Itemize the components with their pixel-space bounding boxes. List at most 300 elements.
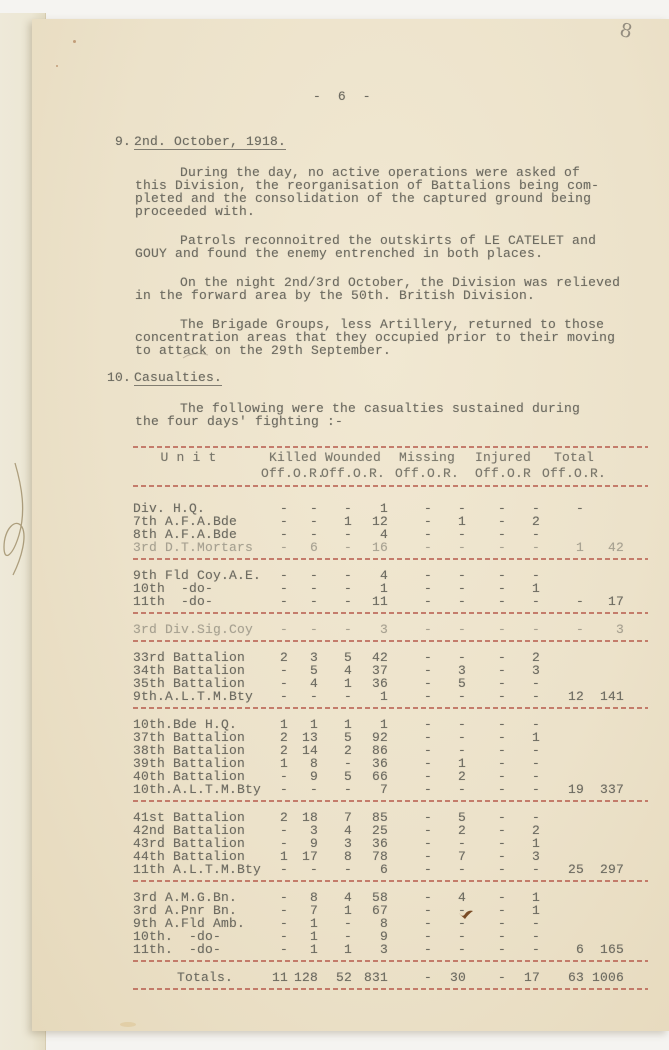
cell-value: - [531, 756, 540, 771]
cell-value: - [575, 501, 584, 516]
cell-value: 1 [343, 903, 352, 918]
cell-value [540, 824, 584, 837]
cell-value [540, 811, 584, 824]
table-rule [133, 960, 624, 962]
cell-value: 2 [531, 823, 540, 838]
cell-value: 1 [575, 540, 584, 555]
cell-value: - [279, 501, 288, 516]
cell-value: 2 [279, 810, 288, 825]
cell-value: 3 [531, 849, 540, 864]
cell-value: - [309, 594, 318, 609]
cell-value: - [279, 594, 288, 609]
cell-value: - [343, 501, 352, 516]
section-title: 2nd. October, 1918. [134, 134, 287, 149]
cell-value [584, 515, 624, 528]
cell-value: - [497, 916, 506, 931]
table-row [133, 783, 624, 796]
cell-value: 2 [343, 743, 352, 758]
cell-value: - [423, 823, 432, 838]
col-subheader-wounded: Off.O.R. [320, 466, 385, 481]
table-rule [133, 640, 624, 642]
cell-value: - [309, 514, 318, 529]
table-rule [133, 485, 648, 487]
cell-unit: 10th.A.L.T.M.Bty [133, 782, 262, 797]
cell-value: - [497, 594, 506, 609]
cell-value: - [309, 782, 318, 797]
cell-value: 1 [343, 717, 352, 732]
cell-value: - [423, 594, 432, 609]
cell-unit: 35th Battalion [133, 676, 246, 691]
cell-value: - [457, 929, 466, 944]
paragraph [135, 166, 647, 218]
text-line: During the day, no active operations were asked of [180, 165, 581, 180]
cell-value: 1 [309, 717, 318, 732]
section-heading [105, 135, 647, 150]
text-line: concentration areas that they occupied prior to their moving [135, 330, 616, 345]
cell-value: - [423, 650, 432, 665]
cell-unit: 3rd Div.Sig.Coy [133, 622, 254, 637]
cell-value: - [457, 903, 466, 918]
cell-value: - [279, 663, 288, 678]
cell-value: - [423, 929, 432, 944]
cell-value: 4 [457, 890, 466, 905]
table-row [133, 690, 624, 703]
text-line: GOUY and found the enemy entrenched in both places. [135, 246, 544, 261]
table-row [133, 541, 624, 554]
cell-value: 1 [531, 836, 540, 851]
cell-value: 2 [457, 769, 466, 784]
cell-unit: 9th.A.L.T.M.Bty [133, 689, 254, 704]
folio-number-handwritten: 8 [617, 18, 635, 44]
cell-value: - [423, 756, 432, 771]
cell-unit: 11th. -do- [133, 942, 222, 957]
cell-value: - [279, 782, 288, 797]
cell-value [540, 757, 584, 770]
cell-value: 5 [343, 769, 352, 784]
cell-unit: 10th. -do- [133, 929, 222, 944]
cell-value: 2 [279, 730, 288, 745]
cell-value: - [423, 568, 432, 583]
cell-value: - [423, 527, 432, 542]
cell-value: 11 [271, 970, 288, 985]
cell-value: 19 [567, 782, 584, 797]
cell-value: 1 [531, 730, 540, 745]
cell-value: 2 [279, 743, 288, 758]
cell-value: 92 [371, 730, 388, 745]
cell-value: 7 [379, 782, 388, 797]
col-header-wounded: Wounded [324, 450, 381, 465]
cell-value: - [497, 540, 506, 555]
cell-value: - [497, 970, 506, 985]
cell-value: - [279, 916, 288, 931]
text-line: to attack on the 29th September. [135, 343, 392, 358]
cell-value [540, 891, 584, 904]
cell-value: - [497, 663, 506, 678]
table-rule [133, 707, 624, 709]
table-rule [133, 988, 624, 990]
col-header-missing: Missing [398, 450, 455, 465]
cell-value: - [531, 929, 540, 944]
cell-value: 297 [599, 862, 624, 877]
casualty-table-body [133, 502, 624, 990]
cell-value: 6 [309, 540, 318, 555]
cell-value: 2 [531, 514, 540, 529]
section-heading [105, 371, 647, 386]
cell-value: 1 [531, 581, 540, 596]
cell-value: - [497, 730, 506, 745]
paragraph [135, 402, 647, 428]
cell-value: - [457, 594, 466, 609]
cell-value: - [343, 594, 352, 609]
cell-value: - [497, 890, 506, 905]
cell-value: - [423, 622, 432, 637]
cell-value: - [423, 849, 432, 864]
cell-value: 5 [457, 676, 466, 691]
cell-value: - [279, 903, 288, 918]
cell-value: 6 [575, 942, 584, 957]
cell-value: - [457, 689, 466, 704]
cell-value: - [497, 650, 506, 665]
cell-unit: 9th A.Fld Amb. [133, 916, 246, 931]
cell-value: 1 [343, 514, 352, 529]
cell-value [540, 651, 584, 664]
cell-value: - [423, 970, 432, 985]
cell-unit: 38th Battalion [133, 743, 246, 758]
cell-value: - [279, 890, 288, 905]
cell-value: 7 [309, 903, 318, 918]
cell-value: - [497, 756, 506, 771]
cell-value: - [279, 581, 288, 596]
cell-value: - [457, 501, 466, 516]
cell-value: - [343, 527, 352, 542]
cell-value: 8 [309, 756, 318, 771]
cell-value: - [309, 581, 318, 596]
cell-value: - [423, 743, 432, 758]
paragraph [135, 318, 647, 357]
cell-value: - [457, 782, 466, 797]
cell-value [540, 837, 584, 850]
col-header-total: Total [553, 450, 594, 465]
cell-value: - [457, 730, 466, 745]
cell-value: - [497, 527, 506, 542]
cell-value: 7 [343, 810, 352, 825]
cell-value: - [423, 810, 432, 825]
cell-value: 3 [343, 836, 352, 851]
cell-value: - [279, 622, 288, 637]
cell-unit: 7th A.F.A.Bde [133, 514, 238, 529]
cell-value: - [457, 836, 466, 851]
cell-value: - [457, 540, 466, 555]
cell-value: - [531, 769, 540, 784]
text-line: The Brigade Groups, less Artillery, returned to those [180, 317, 605, 332]
cell-value: - [531, 540, 540, 555]
totals-row [133, 971, 624, 984]
cell-value: 1 [309, 942, 318, 957]
cell-value: - [343, 929, 352, 944]
cell-value: 66 [371, 769, 388, 784]
cell-value: - [457, 527, 466, 542]
cell-value: 4 [379, 527, 388, 542]
cell-unit: 41st Battalion [133, 810, 246, 825]
section-title: Casualties. [134, 370, 223, 385]
cell-value: - [423, 514, 432, 529]
cell-value: - [531, 568, 540, 583]
text-line: pleted and the consolidation of the captured ground being [135, 191, 592, 206]
cell-unit: 10th.Bde H.Q. [133, 717, 238, 732]
cell-value [584, 757, 624, 770]
cell-value: 4 [309, 676, 318, 691]
cell-value: 1 [279, 849, 288, 864]
cell-value: - [279, 689, 288, 704]
col-subheader-injured: Off.O.R [474, 466, 531, 481]
table-row [133, 623, 624, 636]
cell-value: 3 [379, 942, 388, 957]
cell-value: 6 [379, 862, 388, 877]
cell-value [540, 718, 584, 731]
cell-value: 5 [309, 663, 318, 678]
cell-value: - [497, 836, 506, 851]
table-rule [133, 880, 624, 882]
cell-value: - [497, 782, 506, 797]
cell-value: - [457, 650, 466, 665]
cell-unit: 33rd Battalion [133, 650, 246, 665]
cell-value: 1 [379, 717, 388, 732]
cell-value [540, 569, 584, 582]
cell-value: 14 [301, 743, 318, 758]
cell-unit: 42nd Battalion [133, 823, 246, 838]
cell-value: - [423, 916, 432, 931]
cell-value: - [531, 676, 540, 691]
cell-value: - [531, 689, 540, 704]
cell-value: - [343, 622, 352, 637]
cell-value: - [343, 568, 352, 583]
cell-value: - [531, 717, 540, 732]
section-10 [105, 371, 647, 428]
cell-value: 1 [279, 717, 288, 732]
cell-value: - [497, 717, 506, 732]
cell-value: 5 [343, 650, 352, 665]
cell-value: - [497, 929, 506, 944]
cell-value: 9 [309, 769, 318, 784]
cell-unit: 10th -do- [133, 581, 214, 596]
table-rule [133, 612, 624, 614]
cell-value: 141 [599, 689, 624, 704]
cell-value: 3 [379, 622, 388, 637]
cell-value [584, 917, 624, 930]
cell-value: 1 [309, 929, 318, 944]
cell-value: - [279, 929, 288, 944]
cell-value: - [575, 622, 584, 637]
cell-value: - [423, 730, 432, 745]
cell-value: 4 [343, 823, 352, 838]
cell-value: - [531, 622, 540, 637]
cell-value: - [343, 782, 352, 797]
cell-value: - [531, 810, 540, 825]
cell-value: 9 [309, 836, 318, 851]
cell-value: - [497, 823, 506, 838]
cell-unit: 3rd A.M.G.Bn. [133, 890, 238, 905]
cell-value: 1 [343, 676, 352, 691]
cell-value: 58 [371, 890, 388, 905]
cell-value: - [423, 689, 432, 704]
cell-value: 11 [371, 594, 388, 609]
cell-value [584, 824, 624, 837]
cell-value: - [497, 810, 506, 825]
cell-value: - [531, 743, 540, 758]
cell-value: - [497, 568, 506, 583]
cell-value: - [343, 581, 352, 596]
cell-value: - [343, 756, 352, 771]
page-number: - 6 - [313, 89, 372, 104]
cell-value: 17 [607, 594, 624, 609]
cell-value: - [423, 676, 432, 691]
cell-value: - [423, 862, 432, 877]
document-page [32, 19, 669, 1031]
cell-value: - [457, 743, 466, 758]
paragraph [135, 234, 647, 260]
cell-value [584, 502, 624, 515]
cell-unit: 37th Battalion [133, 730, 246, 745]
cell-unit: 39th Battalion [133, 756, 246, 771]
section-9 [105, 135, 647, 357]
table-rule [133, 446, 648, 448]
cell-value: 1006 [591, 970, 624, 985]
cell-value: 8 [309, 890, 318, 905]
table-row [133, 943, 624, 956]
cell-value: - [279, 676, 288, 691]
cell-value: 36 [371, 756, 388, 771]
cell-value: 85 [371, 810, 388, 825]
cell-value: - [497, 676, 506, 691]
cell-value: - [279, 862, 288, 877]
cell-value: 18 [301, 810, 318, 825]
cell-value [540, 515, 584, 528]
cell-value: - [279, 769, 288, 784]
cell-unit: 3rd D.T.Mortars [133, 540, 254, 555]
cell-value: - [343, 862, 352, 877]
cell-value: - [309, 501, 318, 516]
table-rule [133, 800, 624, 802]
table-rule [133, 558, 624, 560]
paragraph [135, 276, 647, 302]
cell-value: 30 [449, 970, 466, 985]
cell-value: - [423, 890, 432, 905]
col-subheader-killed: Off.O.R. [261, 466, 326, 481]
cell-unit: 8th A.F.A.Bde [133, 527, 238, 542]
cell-value: 17 [523, 970, 540, 985]
cell-value: - [531, 862, 540, 877]
cell-value: 1 [531, 890, 540, 905]
cell-value: - [531, 501, 540, 516]
cell-value: 1 [279, 756, 288, 771]
cell-value: 1 [457, 514, 466, 529]
cell-value [540, 904, 584, 917]
cell-unit: 11th -do- [133, 594, 214, 609]
cell-value: 3 [531, 663, 540, 678]
cell-value: 1 [379, 581, 388, 596]
cell-value: 12 [371, 514, 388, 529]
text-line: The following were the casualties sustained during [180, 401, 581, 416]
text-line: proceeded with. [135, 204, 256, 219]
cell-value: 4 [379, 568, 388, 583]
cell-value: 5 [457, 810, 466, 825]
cell-unit: 3rd A.Pnr Bn. [133, 903, 238, 918]
col-subheader-blank [133, 467, 268, 480]
cell-value: 1 [343, 942, 352, 957]
cell-value: 337 [599, 782, 624, 797]
cell-unit: Div. H.Q. [133, 501, 206, 516]
cell-value: - [457, 568, 466, 583]
cell-value: - [497, 942, 506, 957]
table-row [133, 863, 624, 876]
cell-value: - [497, 689, 506, 704]
cell-value: 25 [371, 823, 388, 838]
text-line: this Division, the reorganisation of Battalions being com- [135, 178, 600, 193]
cell-unit: 11th A.L.T.M.Bty [133, 862, 262, 877]
cell-value [540, 917, 584, 930]
cell-value [540, 744, 584, 757]
cell-value: 12 [567, 689, 584, 704]
cell-unit: 40th Battalion [133, 769, 246, 784]
cell-value: - [423, 769, 432, 784]
cell-value: - [423, 903, 432, 918]
cell-value: - [497, 581, 506, 596]
cell-value: - [423, 836, 432, 851]
cell-value: - [457, 862, 466, 877]
cell-value: 3 [309, 650, 318, 665]
text-line: in the forward area by the 50th. British Division. [135, 288, 536, 303]
cell-value: - [309, 622, 318, 637]
section-number: 10. [106, 370, 131, 385]
cell-value: - [497, 862, 506, 877]
cell-value [584, 891, 624, 904]
casualties-table [133, 446, 624, 990]
cell-value: - [279, 823, 288, 838]
cell-value: 17 [301, 849, 318, 864]
cell-value [584, 811, 624, 824]
cell-value: - [309, 527, 318, 542]
paper-speck [56, 65, 58, 67]
cell-value: - [531, 782, 540, 797]
cell-value [584, 904, 624, 917]
cell-value: - [279, 540, 288, 555]
cell-unit: 44th Battalion [133, 849, 246, 864]
cell-value: - [497, 514, 506, 529]
cell-value: - [423, 782, 432, 797]
table-subheader-row [133, 467, 624, 480]
text-line: Patrols reconnoitred the outskirts of LE CATELET and [180, 233, 597, 248]
cell-value: 165 [599, 942, 624, 957]
cell-value [584, 651, 624, 664]
cell-value: - [423, 663, 432, 678]
cell-value: - [423, 717, 432, 732]
cell-value: 78 [371, 849, 388, 864]
cell-value: 42 [371, 650, 388, 665]
cell-value: - [279, 514, 288, 529]
cell-value: 8 [379, 916, 388, 931]
cell-value [584, 664, 624, 677]
section-number: 9. [114, 134, 131, 149]
cell-value: 7 [457, 849, 466, 864]
cell-value: - [279, 568, 288, 583]
cell-value: 128 [293, 970, 318, 985]
cell-unit: 43rd Battalion [133, 836, 246, 851]
cell-value: - [309, 862, 318, 877]
cell-value [584, 731, 624, 744]
cell-value: 5 [343, 730, 352, 745]
cell-value: - [279, 527, 288, 542]
cell-value: - [279, 836, 288, 851]
